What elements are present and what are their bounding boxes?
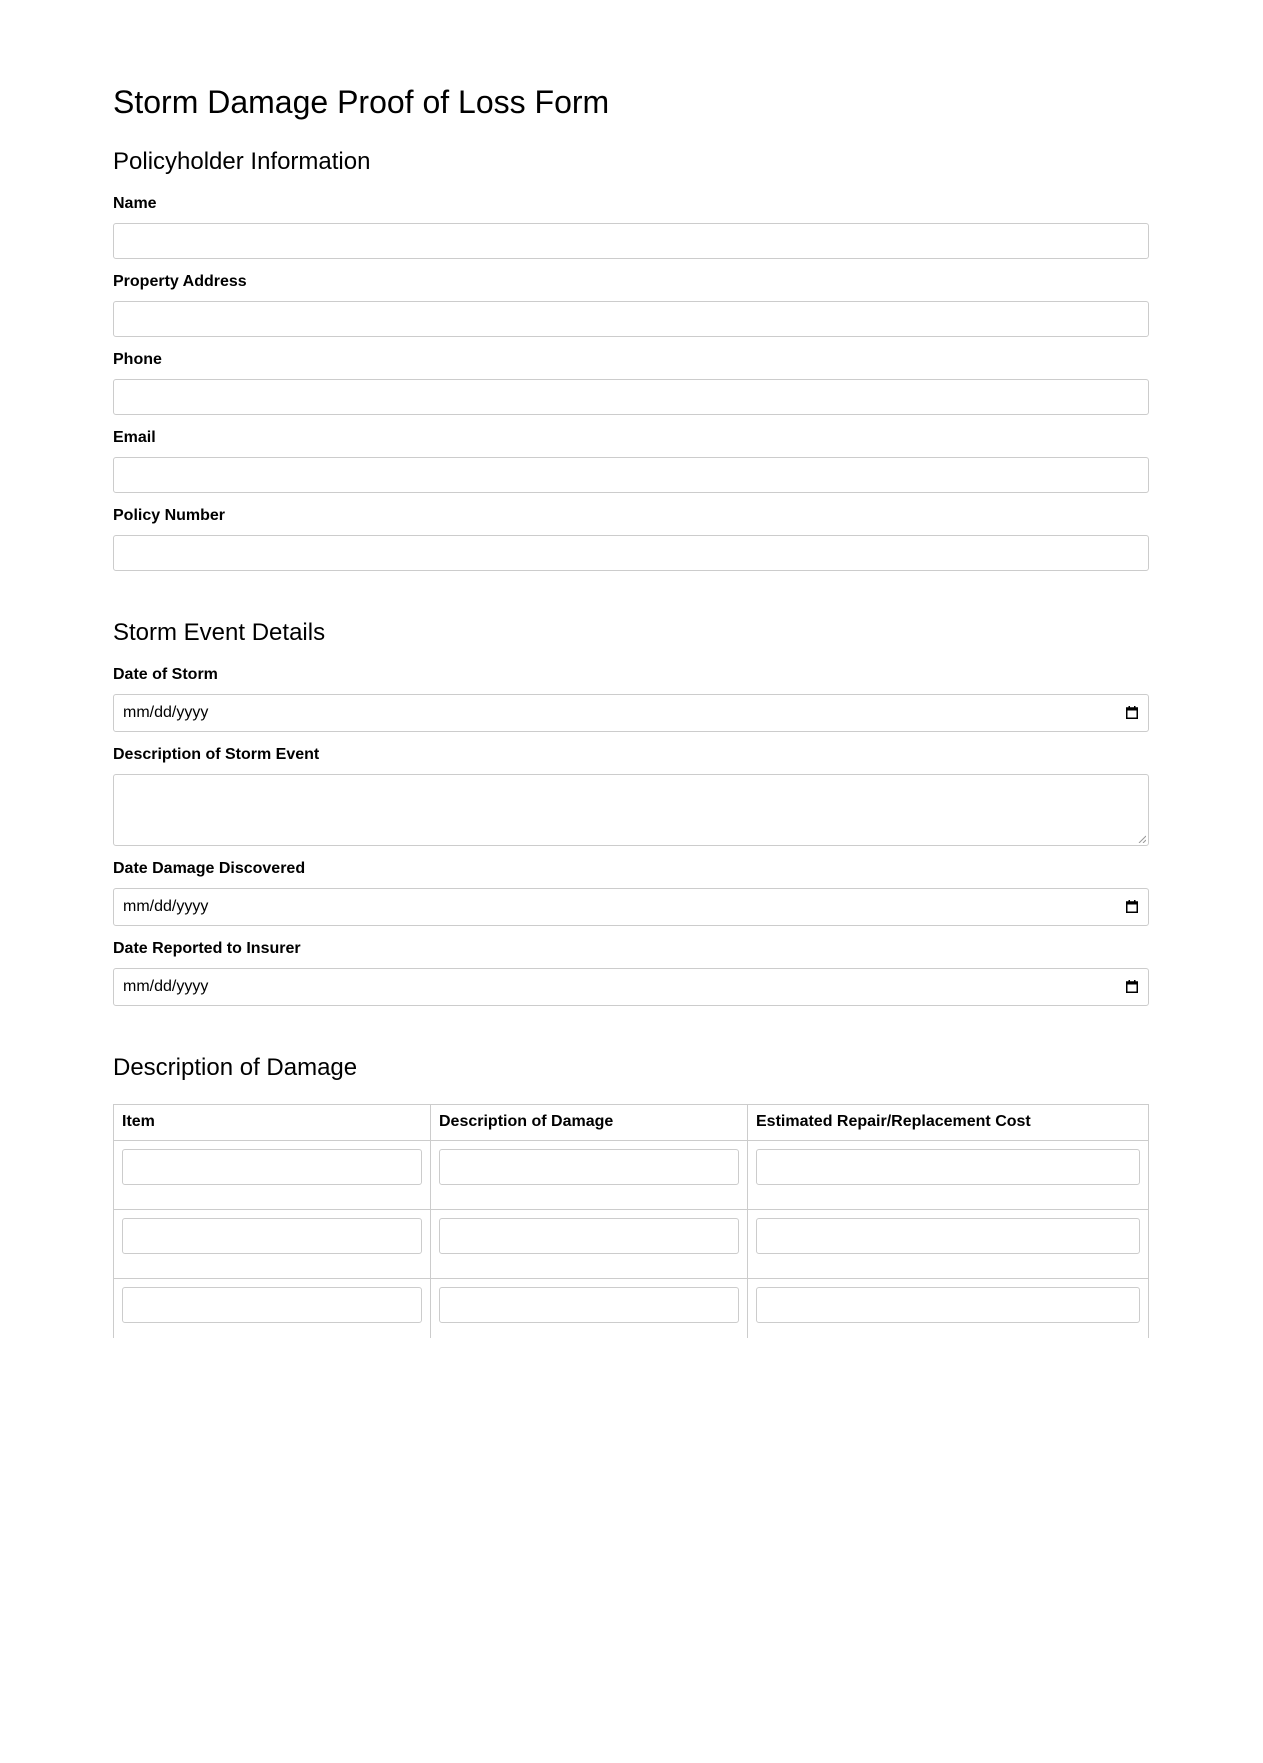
table-cell	[748, 1210, 1149, 1279]
date-reported-input[interactable]	[113, 968, 1149, 1006]
form-page	[113, 78, 1149, 1338]
email-label: Email	[113, 429, 156, 446]
date-reported-group	[113, 939, 1149, 1006]
policy-number-field-group	[113, 506, 1149, 571]
date-of-storm-group	[113, 665, 1149, 732]
section-heading-storm: Storm Event Details	[113, 619, 326, 646]
address-field-group	[113, 272, 1149, 337]
date-of-storm-input[interactable]	[113, 694, 1149, 732]
table-cell	[431, 1210, 748, 1279]
column-header-item: Item	[114, 1105, 431, 1141]
name-input[interactable]	[113, 223, 1149, 259]
storm-description-group	[113, 745, 1149, 846]
table-cell	[748, 1141, 1149, 1210]
phone-label: Phone	[113, 351, 162, 368]
column-header-description: Description of Damage	[431, 1105, 748, 1141]
cost-input[interactable]	[756, 1149, 1140, 1185]
calendar-icon[interactable]	[1126, 706, 1138, 719]
resize-grip-icon[interactable]	[1138, 835, 1146, 843]
item-input[interactable]	[122, 1287, 422, 1323]
table-cell	[114, 1141, 431, 1210]
damage-description-input[interactable]	[439, 1287, 739, 1323]
section-heading-policyholder: Policyholder Information	[113, 148, 371, 175]
address-input[interactable]	[113, 301, 1149, 337]
policy-number-input[interactable]	[113, 535, 1149, 571]
cost-input[interactable]	[756, 1218, 1140, 1254]
date-placeholder: mm/dd/yyyy	[123, 898, 209, 915]
damage-section	[113, 1052, 1149, 1338]
date-reported-label: Date Reported to Insurer	[113, 940, 301, 957]
section-spacer	[113, 1019, 1149, 1052]
storm-section	[113, 617, 1149, 1006]
cost-input[interactable]	[756, 1287, 1140, 1323]
page-title: Storm Damage Proof of Loss Form	[113, 84, 610, 120]
calendar-icon[interactable]	[1126, 980, 1138, 993]
table-row	[114, 1210, 1149, 1279]
email-field-group	[113, 428, 1149, 493]
calendar-icon[interactable]	[1126, 900, 1138, 913]
table-row	[114, 1279, 1149, 1339]
damage-table	[113, 1104, 1149, 1338]
name-label: Name	[113, 195, 157, 212]
table-cell	[114, 1279, 431, 1339]
address-label: Property Address	[113, 273, 247, 290]
damage-description-input[interactable]	[439, 1149, 739, 1185]
name-field-group	[113, 194, 1149, 259]
date-of-storm-label: Date of Storm	[113, 666, 218, 683]
date-placeholder: mm/dd/yyyy	[123, 704, 209, 721]
item-input[interactable]	[122, 1149, 422, 1185]
table-row	[114, 1141, 1149, 1210]
storm-description-label: Description of Storm Event	[113, 746, 320, 763]
phone-input[interactable]	[113, 379, 1149, 415]
section-heading-damage: Description of Damage	[113, 1054, 358, 1081]
table-cell	[114, 1210, 431, 1279]
damage-description-input[interactable]	[439, 1218, 739, 1254]
column-header-cost: Estimated Repair/Replacement Cost	[748, 1105, 1149, 1141]
item-input[interactable]	[122, 1218, 422, 1254]
storm-description-textarea[interactable]	[113, 774, 1149, 846]
table-cell	[431, 1141, 748, 1210]
table-cell	[431, 1279, 748, 1339]
phone-field-group	[113, 350, 1149, 415]
policyholder-section	[113, 146, 1149, 571]
damage-table-viewport	[113, 1100, 1149, 1338]
table-header-row	[114, 1105, 1149, 1141]
table-cell	[748, 1279, 1149, 1339]
email-input[interactable]	[113, 457, 1149, 493]
date-placeholder: mm/dd/yyyy	[123, 978, 209, 995]
date-discovered-label: Date Damage Discovered	[113, 860, 306, 877]
policy-number-label: Policy Number	[113, 507, 226, 524]
date-discovered-input[interactable]	[113, 888, 1149, 926]
section-spacer	[113, 584, 1149, 617]
date-discovered-group	[113, 859, 1149, 926]
